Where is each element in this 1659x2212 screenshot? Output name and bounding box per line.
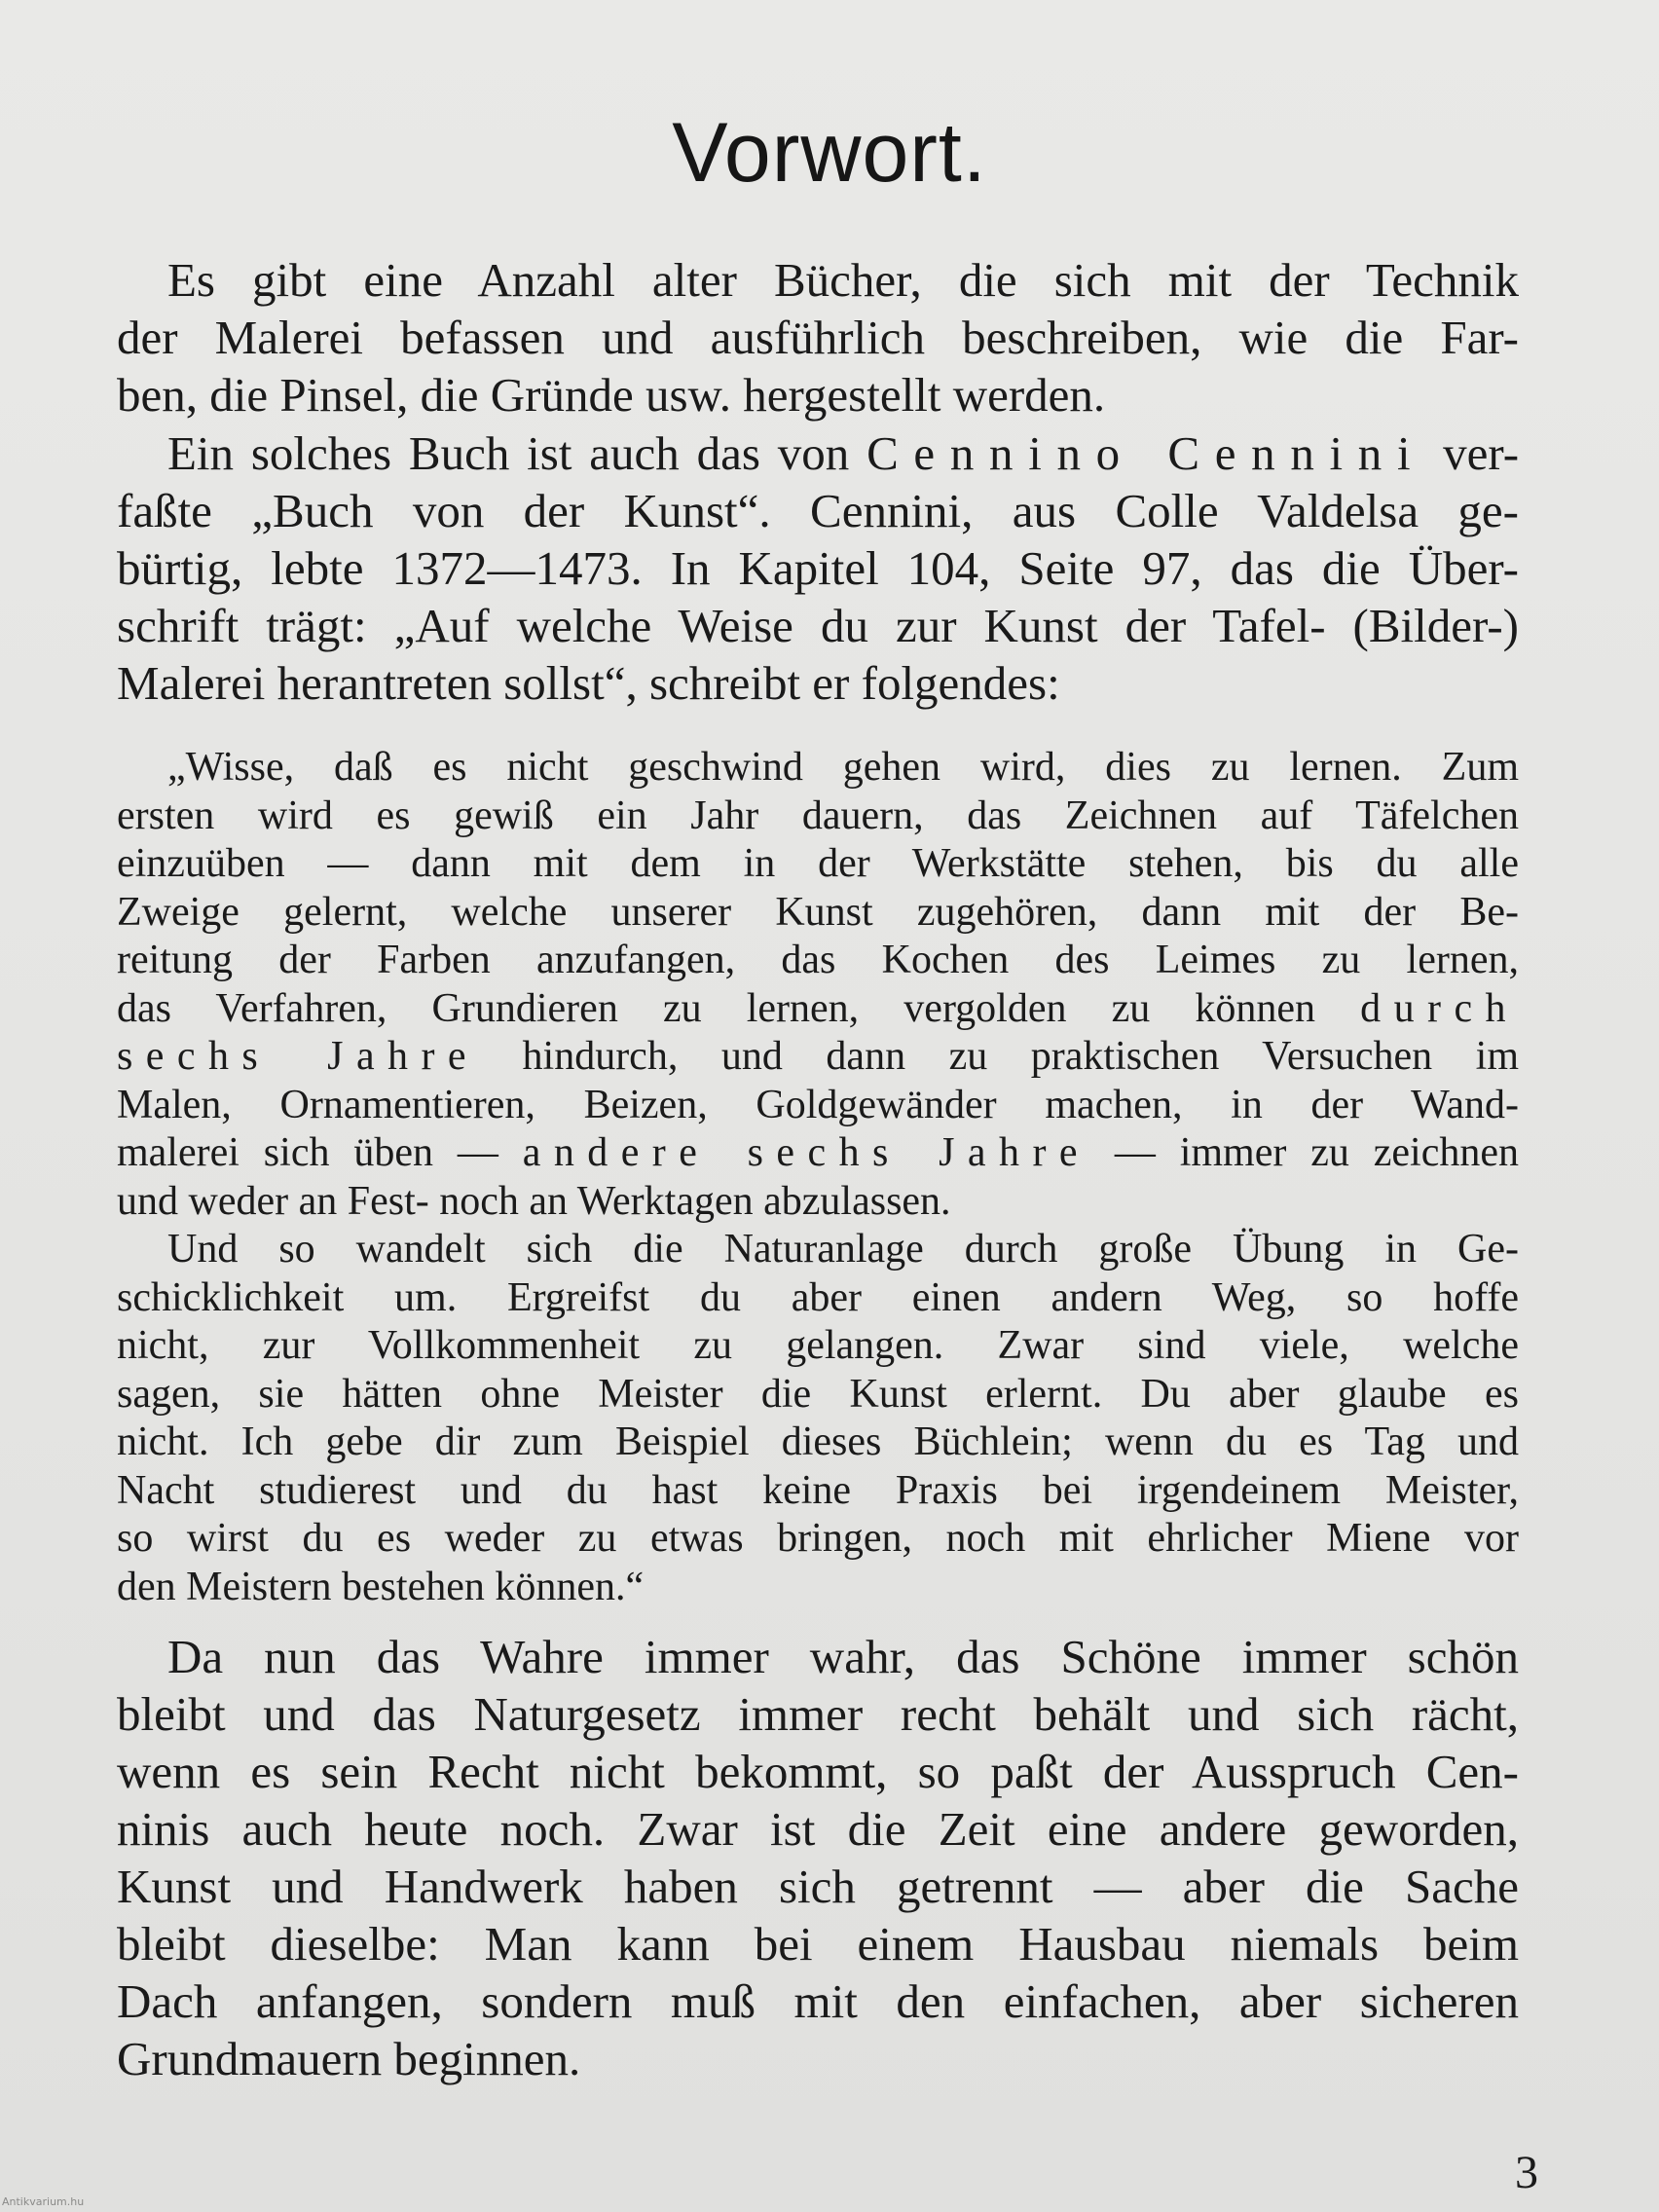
quote-line: einzuüben — dann mit dem in der Werkstätte stehen, bis du alle [117,841,1519,886]
spaced-emphasis: durch [1360,985,1519,1031]
text-line: Es gibt eine Anzahl alter Bücher, die sich mit der Technik [167,253,1519,307]
text-line: Ein solches Buch ist auch das von Cennino Cennini ver- [167,426,1520,480]
text-line: Kunst und Handwerk haben sich getrennt — aber die Sache [117,1860,1519,1913]
quote-line: nicht, zur Vollkommenheit zu gelangen. Zwar sind viele, welche [117,1323,1519,1368]
cennini-paragraph [117,424,1519,712]
spaced-name: Cennino Cennini [866,426,1426,480]
quote-line: ersten wird es gewiß ein Jahr dauern, das Zeichnen auf Täfelchen [117,793,1519,838]
intro-paragraph [117,251,1519,424]
quote-line: malerei sich üben — andere sechs Jahre — immer zu zeichnen [117,1130,1520,1175]
watermark: Antikvarium.hu [2,2195,85,2208]
text-line: Da nun das Wahre immer wahr, das Schöne immer schön [167,1630,1519,1683]
text-line: bürtig, lebte 1372—1473. In Kapitel 104, Seite 97, das die Über- [117,541,1519,595]
text-line: faßte „Buch von der Kunst“. Cennini, aus Colle Valdelsa ge- [117,484,1519,537]
quote-line: Malen, Ornamentieren, Beizen, Goldgewänder machen, in der Wand- [117,1082,1519,1127]
page-number: 3 [1515,2147,1538,2198]
quote-line: schicklichkeit um. Ergreifst du aber einen andern Weg, so hoffe [117,1274,1519,1320]
quote-line: nicht. Ich gebe dir zum Beispiel dieses Büchlein; wenn du es Tag und [117,1419,1519,1464]
spaced-emphasis: sechs Jahre [117,1034,479,1079]
text-line: bleibt dieselbe: Man kann bei einem Hausbau niemals beim [117,1917,1519,1971]
quote-line: Zweige gelernt, welche unserer Kunst zugehören, dann mit der Be- [117,889,1519,935]
text-line: schrift trägt: „Auf welche Weise du zur Kunst der Tafel- (Bilder-) [117,599,1519,652]
text-line: Malerei herantreten sollst“, schreibt er folgendes: [117,656,1060,710]
text-line: wenn es sein Recht nicht bekommt, so paßt der Ausspruch Cen- [117,1745,1519,1798]
quote-line: Nacht studierest und du hast keine Praxis bei irgendeinem Meister, [117,1467,1519,1513]
quote-line: so wirst du es weder zu etwas bringen, noch mit ehrlicher Miene vor [117,1516,1519,1561]
text-line: Grundmauern beginnen. [117,2032,581,2085]
quote-line: sagen, sie hätten ohne Meister die Kunst erlernt. Du aber glaube es [117,1371,1519,1417]
closing-paragraph [117,1628,1519,2087]
quote-line: „Wisse, daß es nicht geschwind gehen wird, dies zu lernen. Zum [167,745,1519,790]
text-line: Dach anfangen, sondern muß mit den einfachen, aber sicheren [117,1974,1519,2028]
quote-line: reitung der Farben anzufangen, das Kochen des Leimes zu lernen, [117,938,1519,982]
text-line: ninis auch heute noch. Zwar ist die Zeit eine andere geworden, [117,1802,1519,1856]
quote-line: sechs Jahre hindurch, und dann zu praktischen Versuchen im [117,1034,1519,1079]
quote-line: den Meistern bestehen können.“ [117,1564,645,1609]
quote-line: das Verfahren, Grundieren zu lernen, vergolden zu können durch [117,985,1519,1031]
quote-line: und weder an Fest- noch an Werktagen abzulassen. [117,1178,951,1224]
page-title: Vorwort. [672,106,987,200]
text-line: bleibt und das Naturgesetz immer recht behält und sich rächt, [117,1687,1519,1741]
quotation-block [117,744,1519,1611]
text-line: der Malerei befassen und ausführlich beschreiben, wie die Far- [117,311,1519,364]
spaced-emphasis: andere sechs Jahre [522,1130,1090,1175]
text-line: ben, die Pinsel, die Gründe usw. hergestellt werden. [117,368,1106,422]
quote-line: Und so wandelt sich die Naturanlage durch große Übung in Ge- [167,1227,1519,1272]
